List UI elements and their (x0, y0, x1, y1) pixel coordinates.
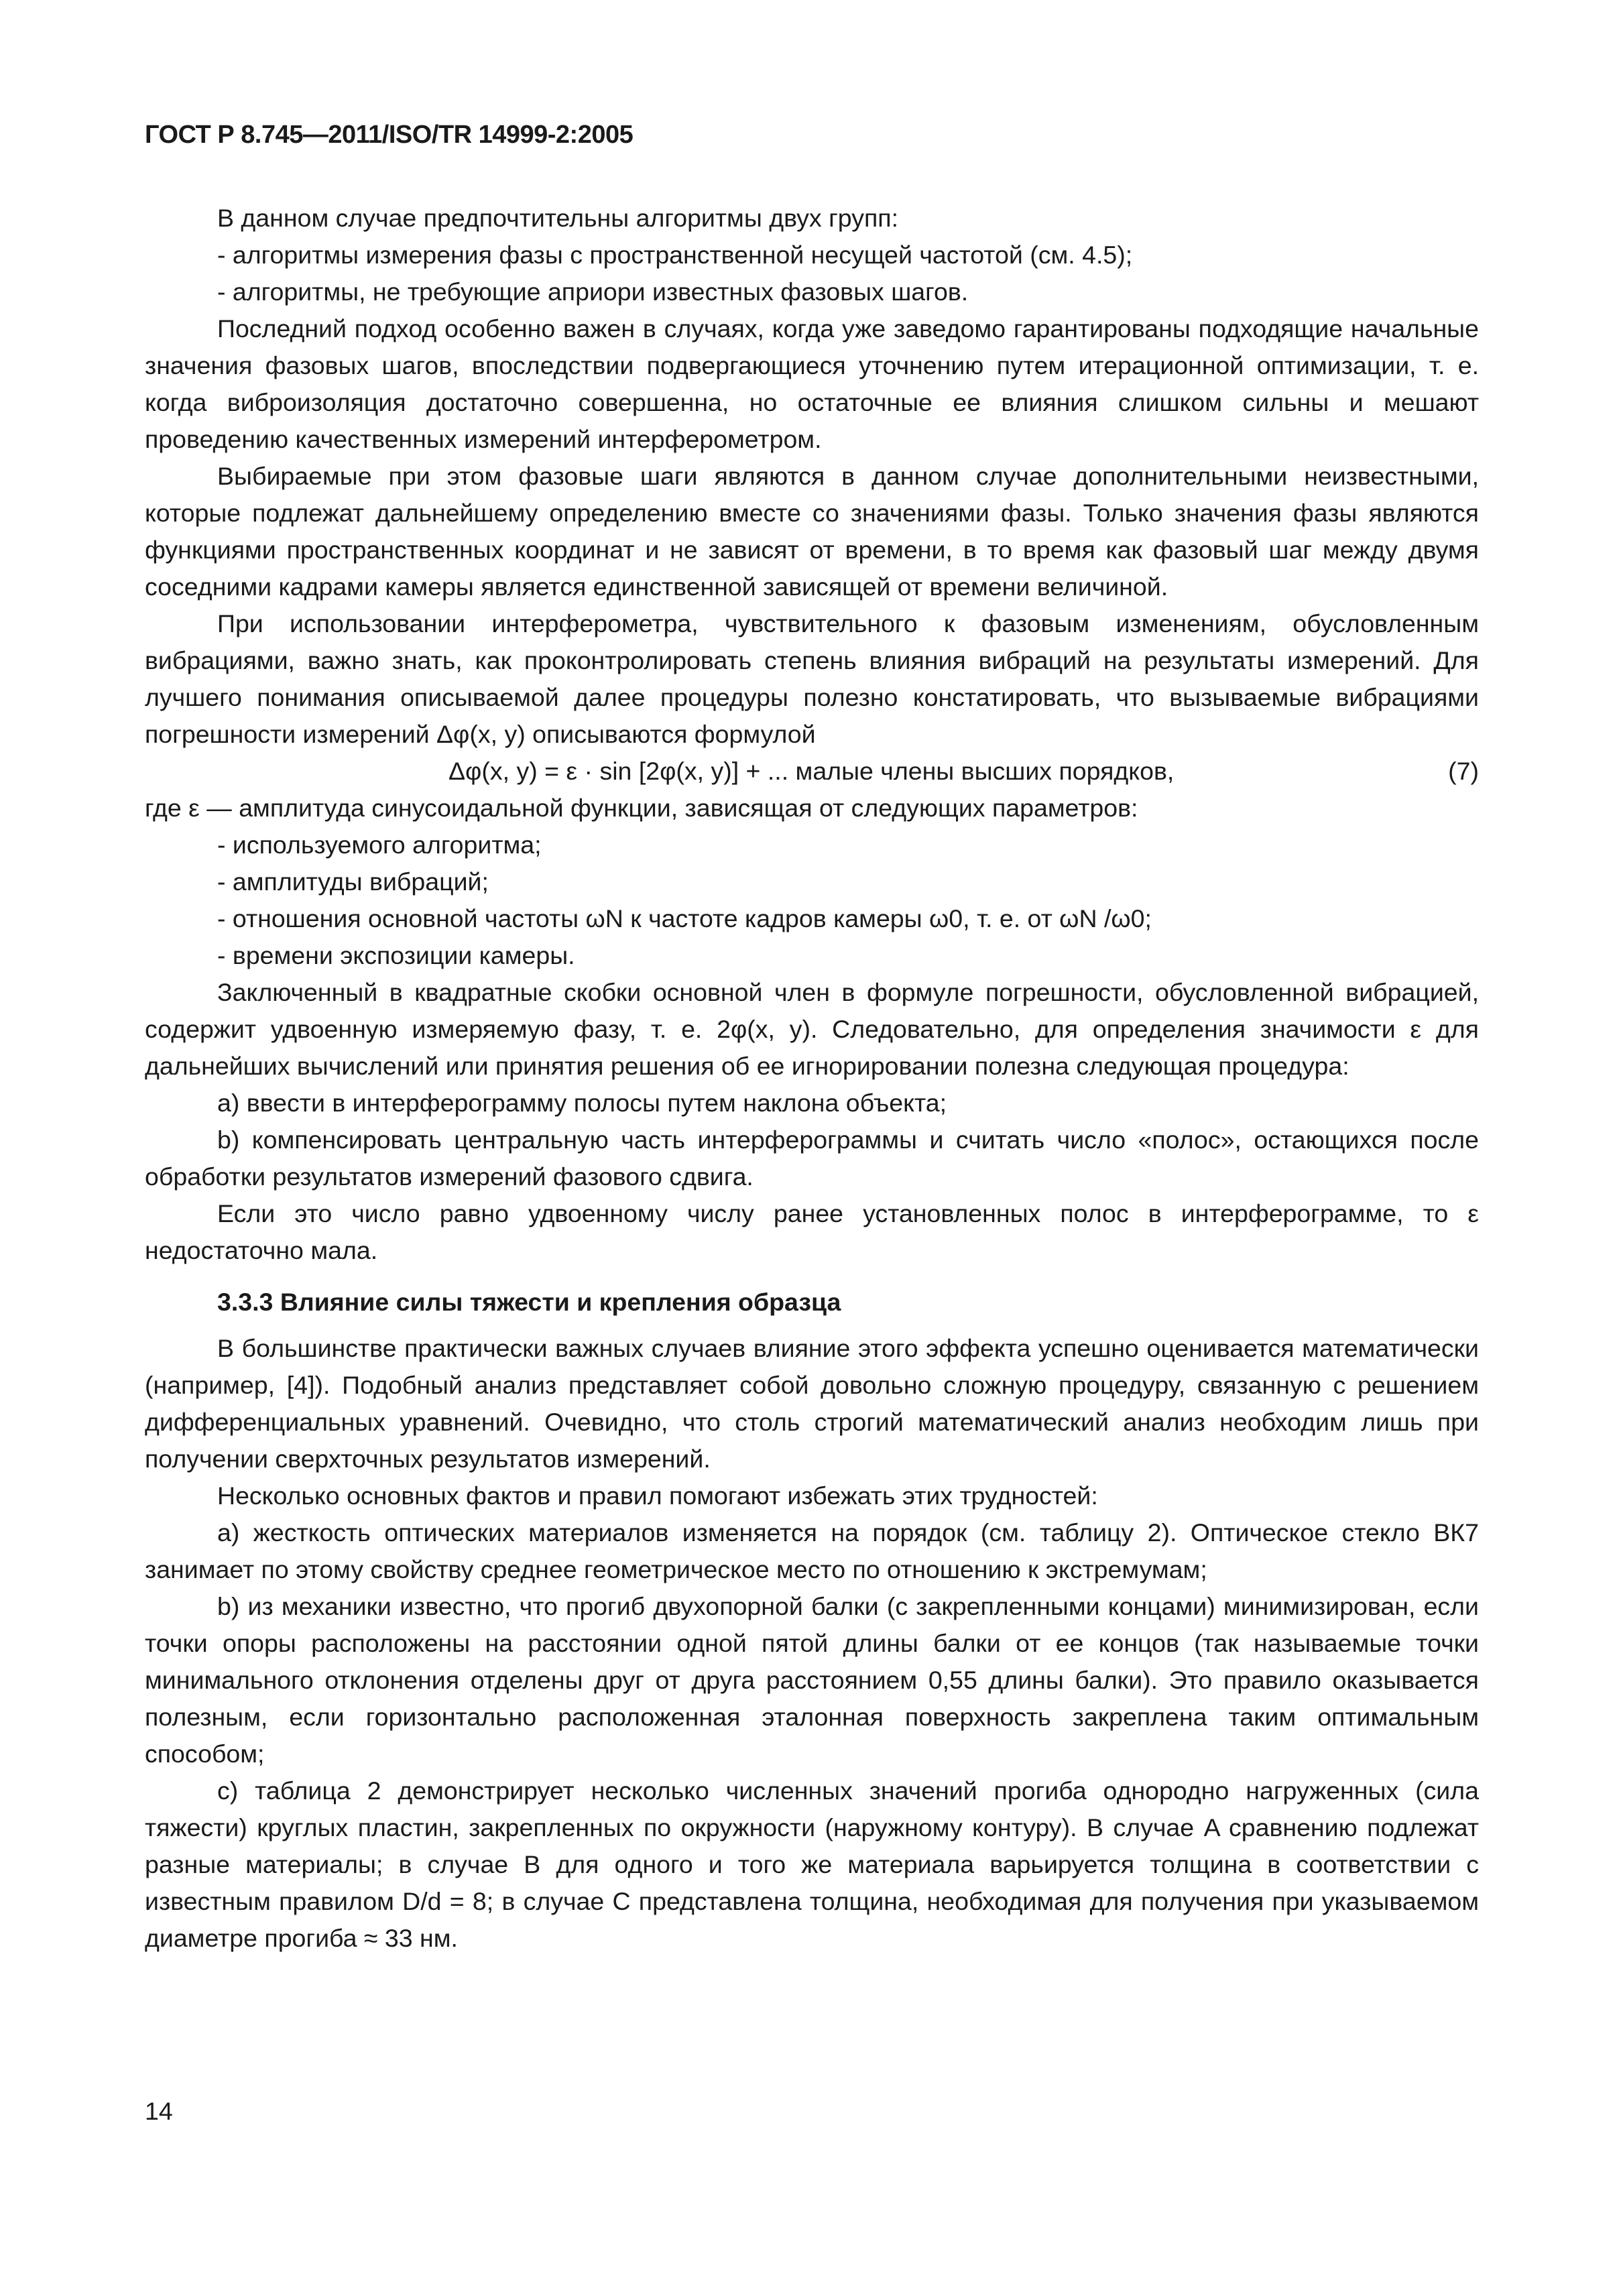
list-item: - алгоритмы, не требующие априори известных фазовых шагов. (217, 278, 969, 306)
list-item: a) ввести в интерферограмму полосы путем наклона объекта; (217, 1089, 947, 1117)
list-item: c) таблица 2 демонстрирует несколько численных значений прогиба однородно нагруженных (сила тяжести) круглых пластин, закрепленных по окружности (наружному контуру). В случае A сравнению подлежат разные материалы; в случае B для одного и того же материала варьируется толщина в соответствии с известным правилом D/d = 8; в случае C представлена толщина, необходимая для получения при указываемом диаметре прогиба ≈ 33 нм. (145, 1776, 1479, 1952)
page-number: 14 (145, 2097, 173, 2125)
formula-expression: Δφ(x, y) = ε · sin [2φ(x, y)] + ... малые члены высших порядков, (448, 757, 1175, 785)
list-item: - используемого алгоритма; (217, 831, 542, 859)
list-item: - отношения основной частоты ωN к частоте кадров камеры ω0, т. е. от ωN /ω0; (217, 904, 1152, 932)
list-item: - времени экспозиции камеры. (217, 941, 575, 969)
paragraph: Выбираемые при этом фазовые шаги являются в данном случае дополнительными неизвестными, которые подлежат дальнейшему определению вместе со значениями фазы. Только значения фазы являются функциями пространственных координат и не зависят от времени, в то время как фазовый шаг между двумя соседними кадрами камеры является единственной зависящей от времени величиной. (145, 462, 1479, 601)
list-item: - амплитуды вибраций; (217, 867, 489, 896)
document-header: ГОСТ Р 8.745—2011/ISO/TR 14999-2:2005 (145, 121, 634, 149)
paragraph: В данном случае предпочтительны алгоритмы двух групп: (217, 204, 898, 232)
paragraph: Заключенный в квадратные скобки основной член в формуле погрешности, обусловленной вибрацией, содержит удвоенную измеряемую фазу, т. е. 2φ(x, y). Следовательно, для определения значимости ε для дальнейших вычислений или принятия решения об ее игнорировании полезна следующая процедура: (145, 978, 1479, 1080)
paragraph: Последний подход особенно важен в случаях, когда уже заведомо гарантированы подходящие начальные значения фазовых шагов, впоследствии подвергающиеся уточнению путем итерационной оптимизации, т. е. когда виброизоляция достаточно совершенна, но остаточные ее влияния слишком сильны и мешают проведению качественных измерений интерферометром. (145, 314, 1479, 453)
list-item: - алгоритмы измерения фазы с пространственной несущей частотой (см. 4.5); (217, 241, 1133, 269)
list-item: b) компенсировать центральную часть интерферограммы и считать число «полос», остающихся после обработки результатов измерений фазового сдвига. (145, 1126, 1479, 1191)
list-item: b) из механики известно, что прогиб двухопорной балки (с закрепленными концами) минимизирован, если точки опоры расположены на расстоянии одной пятой длины балки от ее концов (так называемые точки минимального отклонения отделены друг от друга расстоянием 0,55 длины балки). Это правило оказывается полезным, если горизонтально расположенная эталонная поверхность закреплена таким оптимальным способом; (145, 1592, 1479, 1768)
formula-line (145, 753, 1479, 790)
paragraph: В большинстве практически важных случаев влияние этого эффекта успешно оценивается математически (например, [4]). Подобный анализ представляет собой довольно сложную процедуру, связанную с решением дифференциальных уравнений. Очевидно, что столь строгий математический анализ необходим лишь при получении сверхточных результатов измерений. (145, 1334, 1479, 1473)
formula-number: (7) (1448, 757, 1479, 785)
paragraph: Несколько основных фактов и правил помогают избежать этих трудностей: (217, 1482, 1098, 1510)
paragraph: где ε — амплитуда синусоидальной функции, зависящая от следующих параметров: (145, 794, 1138, 822)
document-body (145, 200, 1479, 1957)
paragraph: При использовании интерферометра, чувствительного к фазовым изменениям, обусловленным вибрациями, важно знать, как проконтролировать степень влияния вибраций на результаты измерений. Для лучшего понимания описываемой далее процедуры полезно констатировать, что вызываемые вибрациями погрешности измерений Δφ(x, y) описываются формулой (145, 609, 1479, 748)
section-heading: 3.3.3 Влияние силы тяжести и крепления образца (217, 1288, 841, 1316)
list-item: a) жесткость оптических материалов изменяется на порядок (см. таблицу 2). Оптическое стекло ВК7 занимает по этому свойству среднее геометрическое место по отношению к экстремумам; (145, 1518, 1479, 1583)
paragraph: Если это число равно удвоенному числу ранее установленных полос в интерферограмме, то ε недостаточно мала. (145, 1199, 1479, 1264)
